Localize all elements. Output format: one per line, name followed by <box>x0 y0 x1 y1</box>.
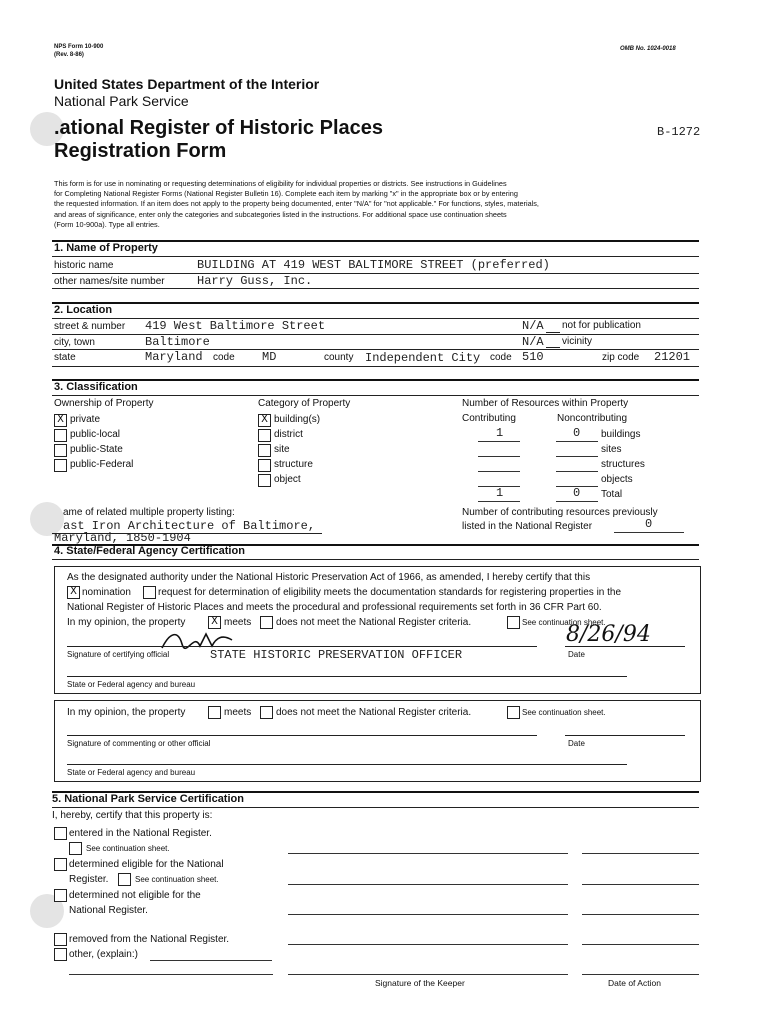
ownership-label: private <box>70 414 101 425</box>
resource-label: buildings <box>601 429 641 440</box>
zip-value: 21201 <box>654 350 691 364</box>
not-for-publication-mark: N/A <box>522 319 544 333</box>
category-checkbox[interactable] <box>258 444 271 457</box>
resource-blank <box>478 471 520 472</box>
reference-number: B-1272 <box>657 125 701 139</box>
meets-label: meets <box>224 707 252 718</box>
eligibility-request-checkbox[interactable] <box>143 586 156 599</box>
rule <box>52 273 699 274</box>
not-eligible-label: determined not eligible for the <box>69 890 201 901</box>
agency-label: State or Federal agency and bureau <box>67 768 196 777</box>
does-not-meet-label: does not meet the National Register criteria. <box>276 617 472 628</box>
eligible-label: Register. <box>69 874 109 885</box>
continuation-label: See continuation sheet. <box>522 708 606 717</box>
signature-line <box>67 735 537 736</box>
rule <box>52 395 699 396</box>
instruction-line: for Completing National Register Forms (National Register Bulletin 16). Complete each item by marking "x" in the appropriate box or by entering <box>54 189 518 198</box>
not-eligible-label: National Register. <box>69 905 148 916</box>
street-value: 419 West Baltimore Street <box>145 319 326 333</box>
meets-checkbox[interactable]: X <box>208 616 221 629</box>
ownership-checkbox[interactable] <box>54 444 67 457</box>
section-rule <box>52 302 699 304</box>
resource-blank <box>556 441 598 442</box>
resource-contributing: 1 <box>496 426 504 440</box>
meets-checkbox[interactable] <box>208 706 221 719</box>
ownership-heading: Ownership of Property <box>54 398 154 409</box>
date-label: Date <box>568 650 585 659</box>
other-names-value: Harry Guss, Inc. <box>197 274 313 288</box>
certification-text: National Register of Historic Places and meets the procedural and professional requirements set forth in 36 CFR Part 60. <box>67 602 602 613</box>
resource-blank <box>556 501 598 502</box>
category-label: site <box>274 444 290 455</box>
continuation-checkbox[interactable] <box>118 873 131 886</box>
rule <box>52 256 699 257</box>
signed-date: 8/26/94 <box>566 622 651 647</box>
agency-line <box>67 764 627 765</box>
commenting-label: Signature of commenting or other official <box>67 739 211 748</box>
resource-label: sites <box>601 444 622 455</box>
state-label: state <box>54 352 76 363</box>
other-explain-blank[interactable] <box>150 960 272 961</box>
vicinity-label: vicinity <box>562 336 593 347</box>
certification-text: request for determination of eligibility meets the documentation standards for registering properties in the <box>158 587 622 598</box>
agency-line <box>67 676 627 677</box>
previous-listed-label: listed in the National Register <box>462 521 593 532</box>
county-label: county <box>324 352 354 363</box>
instruction-line: (Form 10-900a). Type all entries. <box>54 220 160 229</box>
instruction-line: and areas of significance, enter only the categories and subcategories listed in the instructions. For additional space use continuation sheets <box>54 210 507 219</box>
nomination-label: nomination <box>82 587 131 598</box>
ownership-checkbox[interactable] <box>54 459 67 472</box>
resource-label: objects <box>601 474 633 485</box>
city-value: Baltimore <box>145 335 210 349</box>
keeper-signature-blank <box>288 853 568 854</box>
instruction-line: the requested information. If an item does not apply to the property being documented, enter "N/A" for "not applicable." For functions, styles, materials, <box>54 199 539 208</box>
checkbox-underline <box>546 332 560 333</box>
historic-name-value: BUILDING AT 419 WEST BALTIMORE STREET (preferred) <box>197 258 550 272</box>
department: United States Department of the Interior <box>54 76 320 92</box>
other-names-label: other names/site number <box>54 276 165 287</box>
continuation-label: See continuation sheet. <box>135 875 219 884</box>
action-date-blank <box>582 853 699 854</box>
date-label: Date <box>568 739 585 748</box>
rule <box>52 807 699 808</box>
resource-blank <box>478 441 520 442</box>
category-checkbox[interactable] <box>258 474 271 487</box>
resource-blank <box>478 456 520 457</box>
section-2-heading: 2. Location <box>54 304 113 316</box>
omb-number: OMB No. 1024-0018 <box>620 46 676 52</box>
rule <box>52 559 699 560</box>
does-not-meet-label: does not meet the National Register criteria. <box>276 707 472 718</box>
form-revision: (Rev. 8-86) <box>54 52 84 58</box>
rule <box>52 288 699 289</box>
historic-name-label: historic name <box>54 260 114 271</box>
action-date-blank <box>582 884 699 885</box>
other-checkbox[interactable] <box>54 948 67 961</box>
section-1-heading: 1. Name of Property <box>54 242 158 254</box>
resource-blank <box>614 532 684 533</box>
category-checkbox[interactable]: X <box>258 414 271 427</box>
related-listing-label: ame of related multiple property listing: <box>63 507 235 518</box>
resource-contributing: 1 <box>496 486 504 500</box>
ownership-label: public-local <box>70 429 121 440</box>
action-date-blank <box>582 944 699 945</box>
resource-noncontributing: 0 <box>573 426 581 440</box>
eligible-label: determined eligible for the National <box>69 859 224 870</box>
action-date-line <box>582 974 699 975</box>
continuation-checkbox[interactable] <box>507 616 520 629</box>
resource-noncontributing: 0 <box>573 486 581 500</box>
state-code-label: code <box>213 352 235 363</box>
certify-text: I, hereby, certify that this property is: <box>52 810 213 821</box>
category-heading: Category of Property <box>258 398 351 409</box>
section-5-heading: 5. National Park Service Certification <box>52 793 244 805</box>
continuation-label: See continuation sheet. <box>522 618 606 627</box>
form-number: NPS Form 10-900 <box>54 44 104 50</box>
rule <box>52 366 699 367</box>
agency-label: State or Federal agency and bureau <box>67 680 196 689</box>
action-date-blank <box>582 914 699 915</box>
contributing-heading: Contributing <box>462 413 516 424</box>
meets-label: meets <box>224 617 252 628</box>
keeper-signature-line <box>288 974 568 975</box>
category-checkbox[interactable] <box>258 429 271 442</box>
ownership-checkbox[interactable] <box>54 429 67 442</box>
section-3-heading: 3. Classification <box>54 381 138 393</box>
nomination-checkbox[interactable]: X <box>67 586 80 599</box>
zip-label: zip code <box>602 352 640 363</box>
city-label: city, town <box>54 337 95 348</box>
not-for-publication-label: not for publication <box>562 320 641 331</box>
action-date-label: Date of Action <box>608 978 661 988</box>
opinion-text: In my opinion, the property <box>67 617 186 628</box>
keeper-signature-blank <box>288 884 568 885</box>
checkbox-underline <box>546 347 560 348</box>
explain-line <box>69 974 273 975</box>
category-label: structure <box>274 459 313 470</box>
page-subtitle: Registration Form <box>54 140 227 162</box>
category-checkbox[interactable] <box>258 459 271 472</box>
state-code-value: MD <box>262 350 277 364</box>
entered-label: entered in the National Register. <box>69 828 212 839</box>
related-listing-value: ast Iron Architecture of Baltimore, <box>63 519 316 533</box>
section-4-heading: 4. State/Federal Agency Certification <box>54 545 245 557</box>
entered-checkbox[interactable] <box>54 827 67 840</box>
county-code-label: code <box>490 352 512 363</box>
resource-blank <box>556 456 598 457</box>
keeper-label: Signature of the Keeper <box>375 978 465 988</box>
date-line <box>565 735 685 736</box>
certification-text: As the designated authority under the National Historic Preservation Act of 1966, as amended, I hereby certify that this <box>67 572 591 583</box>
resource-label: Total <box>601 489 623 500</box>
keeper-signature-blank <box>288 914 568 915</box>
instruction-line: This form is for use in nominating or requesting determinations of eligibility for individual properties or districts. See instructions in Guidelines <box>54 179 507 188</box>
category-label: object <box>274 474 301 485</box>
vicinity-mark: N/A <box>522 335 544 349</box>
removed-label: removed from the National Register. <box>69 934 230 945</box>
continuation-checkbox[interactable] <box>507 706 520 719</box>
agency: National Park Service <box>54 93 189 109</box>
not-eligible-checkbox[interactable] <box>54 889 67 902</box>
continuation-label: See continuation sheet. <box>86 844 170 853</box>
section-rule <box>52 379 699 381</box>
signature-line <box>67 646 537 647</box>
resource-blank <box>478 501 520 502</box>
category-label: district <box>274 429 303 440</box>
rule <box>52 533 322 534</box>
related-listing-value: Maryland, 1850-1904 <box>54 531 191 545</box>
does-not-meet-checkbox[interactable] <box>260 706 273 719</box>
other-label: other, (explain:) <box>69 949 138 960</box>
eligible-checkbox[interactable] <box>54 858 67 871</box>
signature-label: Signature of certifying official <box>67 650 170 659</box>
page-title: .ational Register of Historic Places <box>54 117 383 139</box>
official-title: STATE HISTORIC PRESERVATION OFFICER <box>210 648 463 662</box>
state-value: Maryland <box>145 350 203 364</box>
noncontributing-heading: Noncontributing <box>557 413 628 424</box>
removed-checkbox[interactable] <box>54 933 67 946</box>
does-not-meet-checkbox[interactable] <box>260 616 273 629</box>
county-value: Independent City <box>365 351 481 365</box>
ownership-label: public-State <box>70 444 123 455</box>
previous-listed-value: 0 <box>645 517 653 531</box>
resources-heading: Number of Resources within Property <box>462 398 629 409</box>
ownership-label: public-Federal <box>70 459 134 470</box>
continuation-checkbox[interactable] <box>69 842 82 855</box>
previous-listed-label: Number of contributing resources previously <box>462 507 658 518</box>
resource-blank <box>556 471 598 472</box>
street-label: street & number <box>54 321 126 332</box>
resource-label: structures <box>601 459 645 470</box>
date-line <box>565 646 685 647</box>
keeper-signature-blank <box>288 944 568 945</box>
county-code-value: 510 <box>522 350 544 364</box>
category-label: building(s) <box>274 414 321 425</box>
opinion-text: In my opinion, the property <box>67 707 186 718</box>
ownership-checkbox[interactable]: X <box>54 414 67 427</box>
